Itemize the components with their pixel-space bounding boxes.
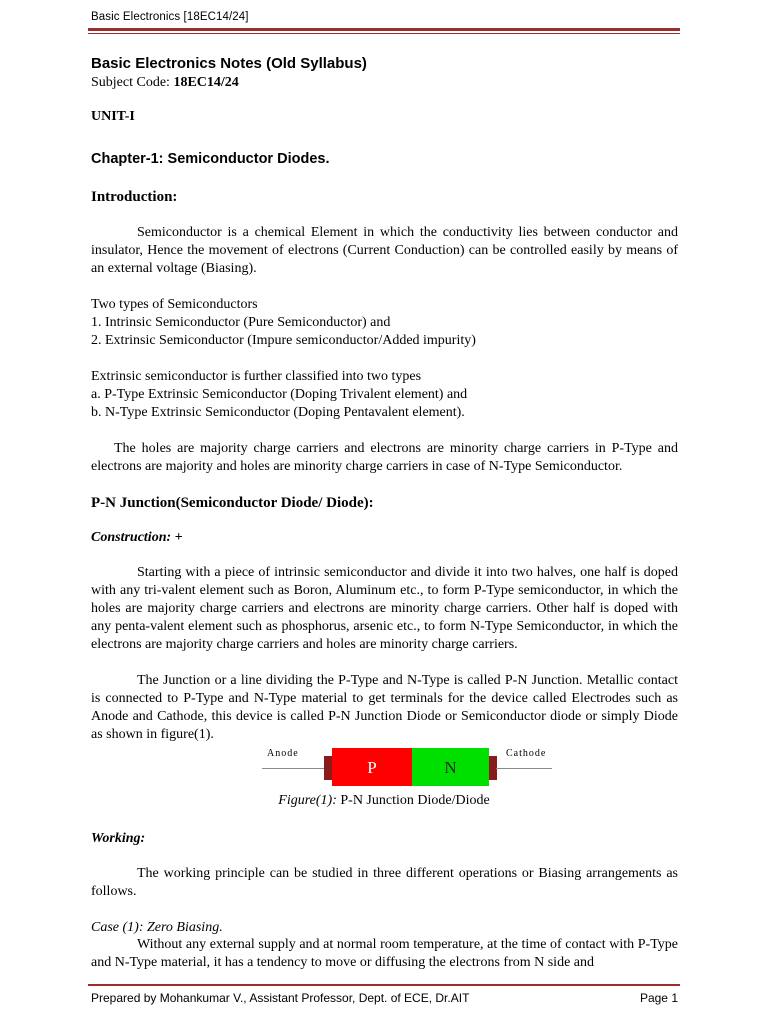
- introduction-paragraph: Semiconductor is a chemical Element in which the conductivity lies between conductor and insulator, Hence the movement of electrons (Current Conduction) can be controlled easily by means of an external voltage (Biasing).: [91, 225, 678, 276]
- anode-lead: [262, 768, 326, 769]
- figure-caption-text: P-N Junction Diode/Diode: [340, 793, 490, 808]
- running-header: Basic Electronics [18EC14/24]: [91, 11, 249, 23]
- anode-label: Anode: [267, 748, 299, 759]
- pn-junction-heading: P-N Junction(Semiconductor Diode/ Diode):: [91, 495, 374, 511]
- figure-caption-label: Figure(1):: [278, 793, 337, 808]
- header-rule: [88, 28, 680, 31]
- case-heading: Case (1): Zero Biasing.: [91, 920, 223, 935]
- anode-contact: [324, 756, 332, 780]
- footer-author: Prepared by Mohankumar V., Assistant Professor, Dept. of ECE, Dr.AIT: [91, 991, 470, 1005]
- construction-paragraph: Starting with a piece of intrinsic semiconductor and divide it into two halves, one half is doped with any tri-valent element such as Boron, Aluminum etc., to form P-Type semiconductor, in which the holes are majority charge carriers and electrons are minority charge carriers. Other half is doped with any penta-valent element such as phosphorus, arsenic etc., to form N-Type Semiconductor, in which the electrons are majority charge carriers and holes are minority charge carriers.: [91, 565, 678, 652]
- header-rule-thin: [88, 33, 680, 34]
- extrinsic-item: b. N-Type Extrinsic Semiconductor (Doping Pentavalent element).: [91, 405, 465, 420]
- junction-paragraph: The Junction or a line dividing the P-Type and N-Type is called P-N Junction. Metallic contact is connected to P-Type and N-Type material to get terminals for the device called Electrodes such as Anode and Cathode, this device is called P-N Junction Diode or Semiconductor diode or simply Diode as shown in figure(1).: [91, 673, 678, 742]
- carriers-paragraph: The holes are majority charge carriers and electrons are minority charge carriers in P-Type and electrons are majority and holes are minority charge carriers in case of N-Type Semiconductor.: [91, 441, 678, 474]
- subject-code-label: Subject Code:: [91, 75, 170, 90]
- working-heading: Working:: [91, 831, 146, 846]
- extrinsic-item: a. P-Type Extrinsic Semiconductor (Doping Trivalent element) and: [91, 387, 468, 402]
- footer-page-number: Page 1: [639, 991, 678, 1005]
- figure-caption: [0, 793, 768, 809]
- cathode-label: Cathode: [506, 748, 547, 759]
- case-paragraph: Without any external supply and at normal room temperature, at the time of contact with P-Type and N-Type material, it has a tendency to move or diffusing the electrons from N side and: [91, 937, 678, 970]
- p-region-label: P: [367, 758, 377, 777]
- type-item: 2. Extrinsic Semiconductor (Impure semiconductor/Added impurity): [91, 333, 476, 348]
- unit-heading: UNIT-I: [91, 109, 135, 124]
- diode-figure: [262, 745, 552, 789]
- footer-rule: [88, 984, 680, 986]
- subject-code-value: 18EC14/24: [173, 75, 239, 90]
- n-region-label: N: [444, 758, 457, 777]
- chapter-heading: Chapter-1: Semiconductor Diodes.: [91, 151, 330, 167]
- construction-heading: Construction: +: [91, 530, 183, 545]
- cathode-lead: [496, 768, 552, 769]
- introduction-heading: Introduction:: [91, 189, 178, 205]
- type-item: 1. Intrinsic Semiconductor (Pure Semiconductor) and: [91, 315, 391, 330]
- working-paragraph: The working principle can be studied in three different operations or Biasing arrangements as follows.: [91, 866, 678, 899]
- document-title: Basic Electronics Notes (Old Syllabus): [91, 55, 367, 72]
- types-intro: Two types of Semiconductors: [91, 297, 258, 312]
- extrinsic-intro: Extrinsic semiconductor is further classified into two types: [91, 369, 422, 384]
- subject-code: [91, 74, 239, 92]
